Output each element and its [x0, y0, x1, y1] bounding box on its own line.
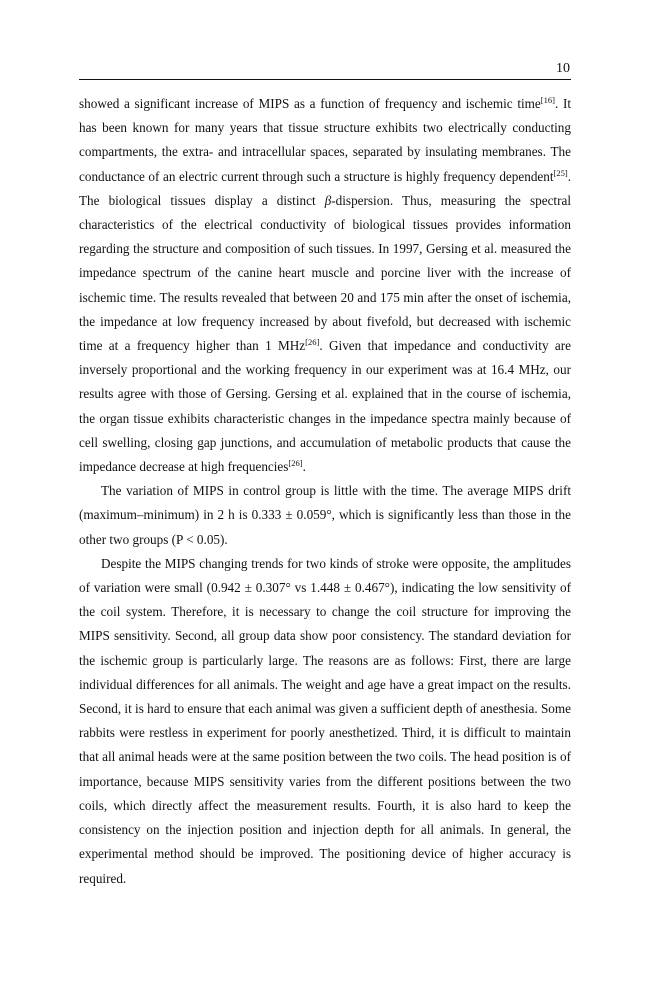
text-run: . Given that impedance and conductivity are inversely proportional and the working frequency in our experiment was at 16.4 MHz, our results agree with those of Gersing. Gersing et al. explained that in the course of ischemia, the organ tissue exhibits characteristic changes in the impedance spectra mainly because of cell swelling, closing gap junctions, and accumulation of metabolic products that cause the impedance decrease at high frequencies	[79, 338, 572, 475]
text-run: Despite the MIPS changing trends for two kinds of stroke were opposite, the amplitudes of variation were small (0.942 ± 0.307° vs 1.448 ± 0.467°), indicating the low sensitivity of the coil system. Therefore, it is necessary to change the coil structure for improving the MIPS sensitivity. Second, all group data show poor consistency. The standard deviation for the ischemic group is particularly large. The reasons are as follows: First, there are large individual differences for all animals. The weight and age have a great impact on the results. Second, it is hard to ensure that each animal was given a sufficient depth of anesthesia. Some rabbits were restless in experiment for poorly anesthetized. Third, it is difficult to maintain that all animal heads were at the same position between the two coils. The head position is of importance, because MIPS sensitivity varies from the different positions between the two coils, which directly affect the measurement results. Fourth, it is also hard to keep the consistency on the injection position and injection depth for all animals. In general, the experimental method should be improved. The positioning device of higher accuracy is required.	[79, 555, 571, 886]
citation-ref: [25]	[553, 167, 568, 178]
header-rule	[79, 79, 571, 80]
paragraph	[79, 479, 571, 552]
citation-ref: [26]	[288, 458, 303, 469]
paragraph	[79, 92, 571, 479]
body-text	[79, 92, 571, 891]
citation-ref: [16]	[540, 95, 555, 105]
text-run: showed a significant increase of MIPS as a function of frequency and ischemic time	[79, 96, 541, 111]
text-run: The variation of MIPS in control group is little with the time. The average MIPS drift (maximum–minimum) in 2 h is 0.333 ± 0.059°, which is significantly less than those in the other two groups (P < 0.05).	[79, 483, 571, 547]
text-run: . It has been known for many years that tissue structure exhibits two electrically conducting compartments, the extra- and intracellular spaces, separated by insulating membranes. The conductance of an electric current through such a structure is highly frequency dependent	[79, 96, 571, 184]
page-number: 10	[556, 61, 570, 76]
text-run: . The biological tissues display a distinct	[79, 168, 571, 208]
citation-ref: [26]	[305, 337, 320, 348]
math-symbol: β	[324, 192, 332, 208]
paragraph	[79, 552, 571, 891]
text-run: .	[302, 459, 306, 475]
text-run: -dispersion. Thus, measuring the spectral characteristics of the electrical conductivity of biological tissues provides information regarding the structure and composition of such tissues. In 1997, Gersing et al. measured the impedance spectrum of the canine heart muscle and porcine liver with the increase of ischemic time. The results revealed that between 20 and 175 min after the onset of ischemia, the impedance at low frequency increased by about fivefold, but decreased with ischemic time at a frequency higher than 1 MHz	[79, 192, 572, 354]
